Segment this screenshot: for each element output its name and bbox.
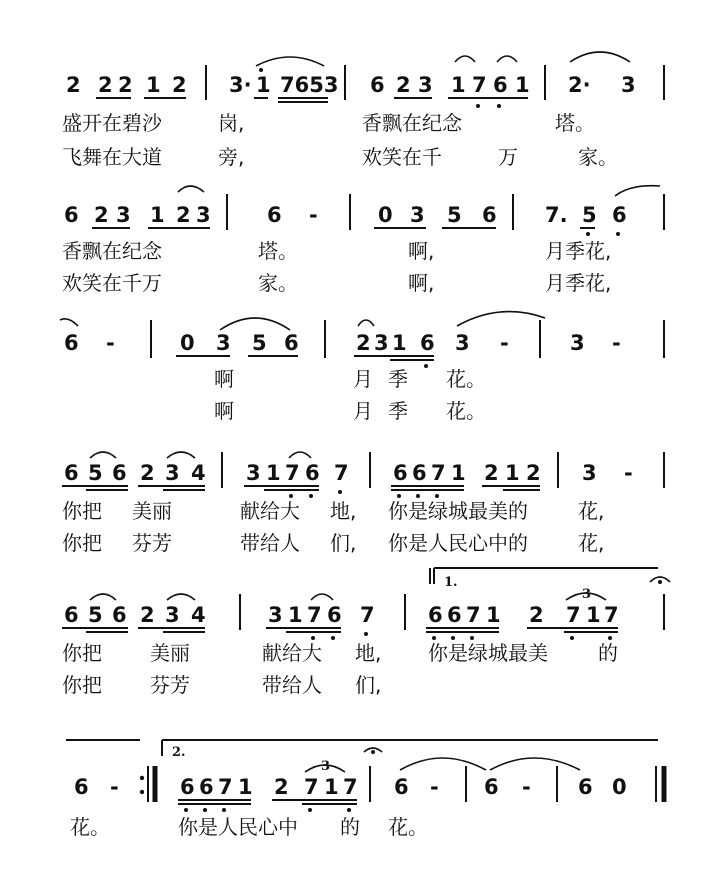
svg-text:7: 7 <box>307 603 322 627</box>
svg-text:带给人: 带给人 <box>262 673 322 697</box>
svg-text:月: 月 <box>353 399 373 423</box>
svg-text:花。: 花。 <box>446 399 486 423</box>
svg-text:7: 7 <box>566 603 581 627</box>
svg-text:7: 7 <box>466 603 481 627</box>
svg-text:啊: 啊 <box>214 367 234 391</box>
measure-3-notes: 6 <box>370 73 385 97</box>
svg-text:1: 1 <box>515 73 530 97</box>
svg-text:6: 6 <box>493 73 508 97</box>
svg-text:月季花,: 月季花, <box>545 239 612 263</box>
svg-text:-: - <box>106 331 115 355</box>
svg-text:岗,: 岗, <box>218 111 245 135</box>
svg-text:们,: 们, <box>330 531 357 555</box>
svg-text:2: 2 <box>172 73 187 97</box>
svg-text:塔。: 塔。 <box>555 111 595 135</box>
row-5-lyrics <box>62 641 618 697</box>
svg-text:2: 2 <box>526 461 541 485</box>
measure-15-notes: 6 <box>393 461 408 485</box>
measure-12-notes: 3 <box>570 331 585 355</box>
svg-text:6: 6 <box>420 331 435 355</box>
svg-text:家。: 家。 <box>258 271 298 295</box>
svg-text:地,: 地, <box>355 641 382 665</box>
svg-text:月季花,: 月季花, <box>545 271 612 295</box>
svg-text:花。: 花。 <box>70 815 110 839</box>
svg-text:3: 3 <box>374 331 389 355</box>
svg-text:7: 7 <box>334 461 349 485</box>
volta-2 <box>162 740 658 760</box>
svg-text:月: 月 <box>353 367 373 391</box>
svg-text:你把: 你把 <box>62 673 102 697</box>
svg-text:季: 季 <box>388 367 408 391</box>
measure-4-notes: 2· <box>568 73 591 97</box>
svg-text:6: 6 <box>112 461 127 485</box>
measure-23-notes: 6 <box>484 775 499 799</box>
row-2 <box>62 186 664 295</box>
row-3-lyrics <box>214 367 486 423</box>
svg-text:7: 7 <box>472 73 487 97</box>
svg-text:塔。: 塔。 <box>258 239 298 263</box>
row-1 <box>62 52 664 169</box>
svg-text:6: 6 <box>327 603 342 627</box>
svg-text:香飘在纪念: 香飘在纪念 <box>362 111 462 135</box>
svg-text:3: 3 <box>455 331 470 355</box>
svg-text:1: 1 <box>324 775 339 799</box>
svg-text:6: 6 <box>284 331 299 355</box>
svg-text:5: 5 <box>252 331 267 355</box>
volta-1 <box>430 568 658 590</box>
svg-text:季: 季 <box>388 399 408 423</box>
svg-text:-: - <box>110 775 119 799</box>
svg-text:7: 7 <box>285 461 300 485</box>
svg-text:2: 2 <box>484 461 499 485</box>
svg-text:5: 5 <box>88 461 103 485</box>
svg-text:7: 7 <box>360 603 375 627</box>
row-2-notes <box>64 186 664 236</box>
svg-text:-: - <box>612 331 621 355</box>
svg-text:带给人: 带给人 <box>240 531 300 555</box>
svg-text:们,: 们, <box>355 673 382 697</box>
measure-14-notes: 3 <box>246 461 261 485</box>
svg-text:3: 3 <box>410 203 425 227</box>
measure-8-notes: 7. <box>545 203 568 227</box>
svg-text:2: 2 <box>140 603 155 627</box>
svg-text:1: 1 <box>586 603 601 627</box>
row-1-notes <box>66 52 664 108</box>
svg-text:3: 3 <box>165 461 180 485</box>
svg-text:-: - <box>309 203 318 227</box>
svg-text:你是绿城最美: 你是绿城最美 <box>428 641 548 665</box>
svg-text:你是人民心中: 你是人民心中 <box>178 815 298 839</box>
svg-text:1: 1 <box>256 73 271 97</box>
svg-text:的: 的 <box>598 641 618 665</box>
svg-text:2: 2 <box>396 73 411 97</box>
measure-18-notes: 3 <box>268 603 283 627</box>
svg-text:旁,: 旁, <box>218 145 245 169</box>
svg-text:芬芳: 芬芳 <box>150 673 190 697</box>
svg-text:啊,: 啊, <box>408 271 435 295</box>
svg-text:1: 1 <box>150 203 165 227</box>
svg-text:1: 1 <box>288 603 303 627</box>
svg-text:欢笑在千: 欢笑在千 <box>362 145 442 169</box>
svg-text:万: 万 <box>498 145 518 169</box>
measure-22-notes: 6 <box>394 775 409 799</box>
svg-text:2: 2 <box>118 73 133 97</box>
measure-19-notes: 6 <box>428 603 443 627</box>
svg-text:6: 6 <box>612 203 627 227</box>
svg-text:2: 2 <box>274 775 289 799</box>
triplet-mark: 3 <box>582 587 592 602</box>
svg-text:你把: 你把 <box>62 499 102 523</box>
measure-11-notes: 2 <box>356 331 371 355</box>
svg-text:7: 7 <box>343 775 358 799</box>
measure-13-notes: 6 <box>64 461 79 485</box>
row-1-lyrics <box>62 111 618 169</box>
svg-text:3: 3 <box>165 603 180 627</box>
svg-text:4: 4 <box>191 603 206 627</box>
svg-text:2: 2 <box>176 203 191 227</box>
svg-text:7: 7 <box>431 461 446 485</box>
svg-text:你是人民心中的: 你是人民心中的 <box>388 531 528 555</box>
measure-2-notes: 3· <box>229 73 252 97</box>
row-5 <box>62 568 670 697</box>
svg-text:花。: 花。 <box>446 367 486 391</box>
lyric-verse-1: 盛开在碧沙 <box>62 111 162 135</box>
svg-text:1: 1 <box>505 461 520 485</box>
svg-text:6: 6 <box>447 603 462 627</box>
svg-text:6: 6 <box>199 775 214 799</box>
svg-text:3: 3 <box>418 73 433 97</box>
svg-text:7: 7 <box>604 603 619 627</box>
svg-text:芬芳: 芬芳 <box>132 531 172 555</box>
svg-text:5: 5 <box>582 203 597 227</box>
svg-text:5: 5 <box>447 203 462 227</box>
row-5-notes <box>62 587 664 640</box>
row-6-lyrics <box>70 815 428 839</box>
svg-text:美丽: 美丽 <box>150 641 190 665</box>
svg-text:1: 1 <box>486 603 501 627</box>
measure-17-notes: 6 <box>64 603 79 627</box>
measure-10-notes: 0 <box>180 331 195 355</box>
svg-text:地,: 地, <box>330 499 357 523</box>
svg-text:0: 0 <box>612 775 627 799</box>
svg-text:6: 6 <box>305 461 320 485</box>
svg-text:6: 6 <box>112 603 127 627</box>
measure-21-notes: 6 <box>180 775 195 799</box>
svg-text:6: 6 <box>412 461 427 485</box>
svg-text:2: 2 <box>94 203 109 227</box>
volta-1-label: 1. <box>444 575 458 590</box>
svg-text:家。: 家。 <box>578 145 618 169</box>
measure-16-notes: 3 <box>582 461 597 485</box>
svg-text:3: 3 <box>321 759 331 774</box>
svg-text:花,: 花, <box>578 499 605 523</box>
svg-text:7653: 7653 <box>280 73 339 97</box>
measure-1-notes: 2 <box>66 73 81 97</box>
measure-24-notes: 6 <box>578 775 593 799</box>
svg-text:1: 1 <box>451 73 466 97</box>
lyric-verse-2: 飞舞在大道 <box>62 145 162 169</box>
svg-text:-: - <box>500 331 509 355</box>
svg-text:3: 3 <box>621 73 636 97</box>
svg-text:你把: 你把 <box>62 531 102 555</box>
svg-text:3: 3 <box>196 203 211 227</box>
svg-text:欢笑在千万: 欢笑在千万 <box>62 271 162 295</box>
svg-text:的: 的 <box>340 815 360 839</box>
svg-text:7: 7 <box>218 775 233 799</box>
volta-2-label: 2. <box>172 745 186 760</box>
svg-text:你是绿城最美的: 你是绿城最美的 <box>388 499 528 523</box>
svg-text:美丽: 美丽 <box>132 499 172 523</box>
row-4-notes <box>62 452 664 498</box>
svg-text:花,: 花, <box>578 531 605 555</box>
svg-text:啊: 啊 <box>214 399 234 423</box>
measure-20-notes: 6 <box>74 775 89 799</box>
svg-text:-: - <box>624 461 633 485</box>
row-3-notes <box>60 312 664 368</box>
svg-text:3: 3 <box>116 203 131 227</box>
row-6 <box>66 740 664 839</box>
measure-7-notes: 0 <box>378 203 393 227</box>
svg-text:7: 7 <box>304 775 319 799</box>
measure-6-notes: 6 <box>267 203 282 227</box>
svg-text:5: 5 <box>88 603 103 627</box>
svg-text:1: 1 <box>146 73 161 97</box>
row-4-lyrics <box>62 499 604 555</box>
svg-text:1: 1 <box>392 331 407 355</box>
measure-5-notes: 6 <box>64 203 79 227</box>
svg-text:-: - <box>522 775 531 799</box>
svg-text:1: 1 <box>451 461 466 485</box>
svg-text:2: 2 <box>140 461 155 485</box>
svg-text:4: 4 <box>191 461 206 485</box>
svg-text:3: 3 <box>216 331 231 355</box>
svg-text:6: 6 <box>482 203 497 227</box>
svg-text:花。: 花。 <box>388 815 428 839</box>
measure-9-notes: 6 <box>64 331 79 355</box>
row-6-notes <box>74 748 664 812</box>
svg-text:2: 2 <box>98 73 113 97</box>
svg-text:啊,: 啊, <box>408 239 435 263</box>
svg-text:2: 2 <box>529 603 544 627</box>
row-3 <box>60 312 664 423</box>
svg-text:献给大: 献给大 <box>262 641 322 665</box>
row-2-lyrics <box>62 239 611 295</box>
svg-text:你把: 你把 <box>62 641 102 665</box>
svg-text:献给大: 献给大 <box>240 499 300 523</box>
svg-text:1: 1 <box>238 775 253 799</box>
svg-text:-: - <box>430 775 439 799</box>
row-4 <box>62 452 664 555</box>
svg-text:1: 1 <box>266 461 281 485</box>
svg-text:香飘在纪念: 香飘在纪念 <box>62 239 162 263</box>
